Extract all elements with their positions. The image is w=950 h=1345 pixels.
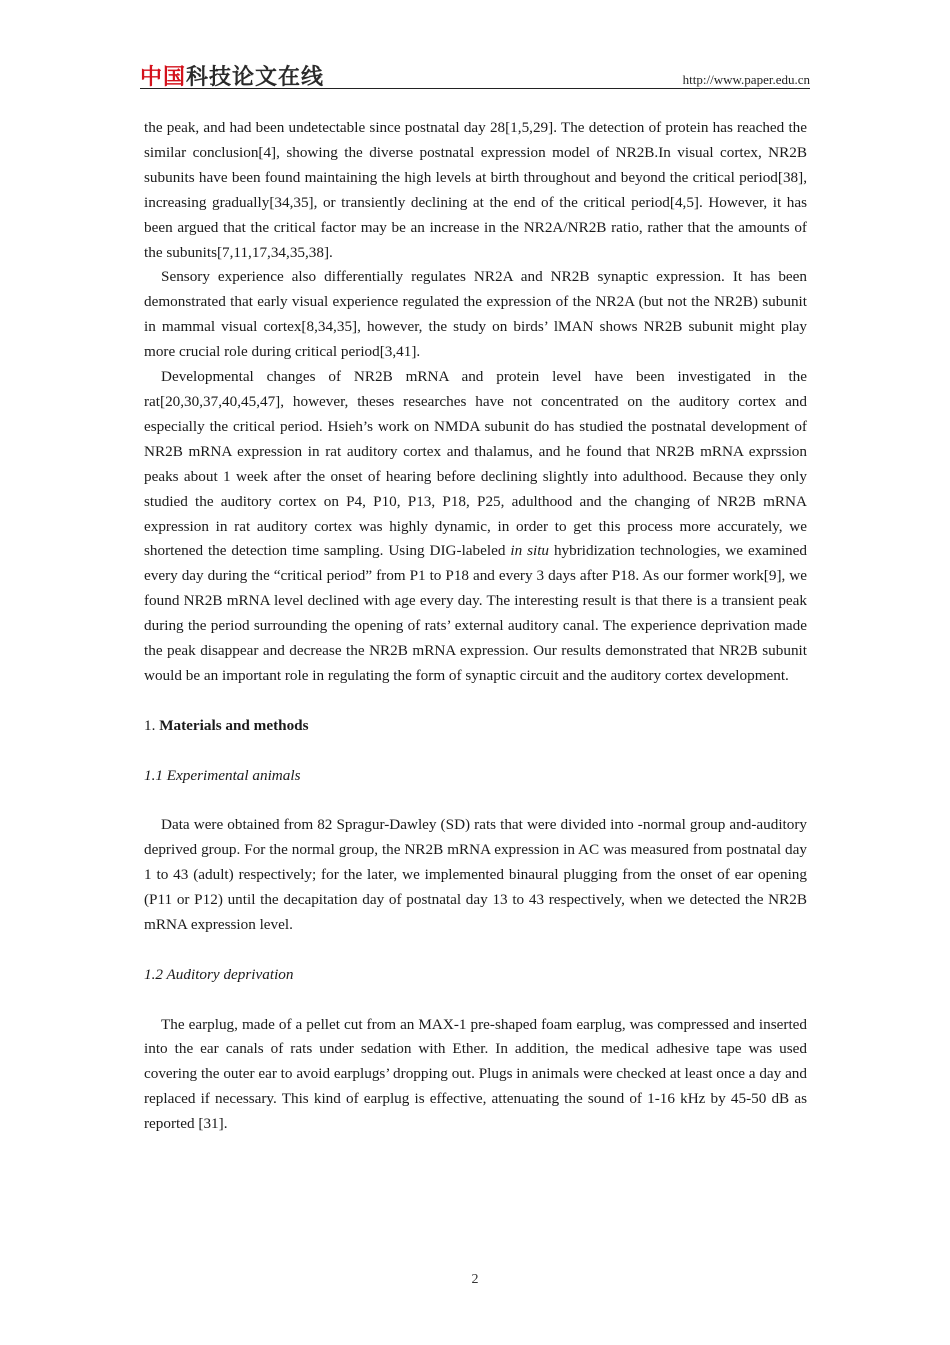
- logo-red-text: 中国: [140, 65, 187, 90]
- paragraph-1: the peak, and had been undetectable since postnatal day 28[1,5,29]. The detection of protein has reached the similar conclusion[4], showing the diverse postnatal expression model of NR2B.In visual cortex, NR2B subunits have been found maintaining the high levels at birth throughout and beyond the critical period[38], increasing gradually[34,35], or transiently declining at the end of the critical period[4,5]. However, it has been argued that the critical factor may be an increase in the NR2A/NR2B ratio, rather that the amounts of the subunits[7,11,17,34,35,38].: [144, 119, 807, 261]
- subsection-1-heading: 1.1 Experimental animals: [144, 766, 301, 784]
- body-content: [144, 116, 807, 1137]
- paragraph-3: [144, 365, 807, 689]
- paragraph-3-italic: in situ: [510, 542, 550, 560]
- paragraph-3-text-a: Developmental changes of NR2B mRNA and protein level have been investigated in the rat[20,30,37,40,45,47], however, theses researches have not concentrated on the auditory cortex and especially the critical period. Hsieh’s work on NMDA subunit do has studied the postnatal development of NR2B mRNA expression in rat auditory cortex and thalamus, and he found that NR2B mRNA exprssion peaks about 1 week after the onset of hearing before declining slightly into adulthood. Because they only studied the auditory cortex on P4, P10, P13, P18, P25, adulthood and the changing of NR2B mRNA expression in rat auditory cortex was highly dynamic, in order to get this process more accurately, we shortened the detection time sampling. Using DIG-labeled: [144, 368, 807, 560]
- section-heading: [144, 714, 807, 739]
- paragraph-2: Sensory experience also differentially regulates NR2A and NR2B synaptic expression. It has been demonstrated that early visual experience regulated the expression of the NR2A (but not the NR2B) subunit in mammal visual cortex[8,34,35], however, the study on birds’ lMAN shows NR2B subunit might play more crucial role during critical period[3,41].: [144, 268, 807, 361]
- header-rule: [140, 88, 810, 89]
- paragraph-3-text-b: hybridization technologies, we examined every day during the “critical period” from P1 to P18 and every 3 days after P18. As our former work[9], we found NR2B mRNA level declined with age every day. The interesting result is that there is a transient peak during the period surrounding the opening of rats’ external auditory canal. The experience deprivation made the peak disappear and decrease the NR2B mRNA expression. Our results demonstrated that NR2B subunit would be an important role in regulating the form of synaptic circuit and the auditory cortex development.: [144, 542, 807, 684]
- subsection-2-heading: 1.2 Auditory deprivation: [144, 965, 294, 983]
- logo-dark-text: 科技论文在线: [186, 65, 325, 90]
- header-url[interactable]: http://www.paper.edu.cn: [682, 72, 810, 87]
- section-title: Materials and methods: [159, 716, 309, 734]
- page-number: 2: [471, 1272, 479, 1287]
- page-header: [140, 58, 810, 90]
- section-number: 1.: [144, 716, 160, 734]
- subsection-1-paragraph: Data were obtained from 82 Spragur-Dawley (SD) rats that were divided into -normal group and-auditory deprived group. For the normal group, the NR2B mRNA expression in AC was measured from postnatal day 1 to 43 (adult) respectively; for the later, we implemented binaural plugging from the onset of ear opening (P11 or P12) until the decapitation day of postnatal day 13 to 43 respectively, when we detected the NR2B mRNA expression level.: [144, 816, 807, 933]
- site-logo[interactable]: [140, 60, 324, 91]
- subsection-2-paragraph: The earplug, made of a pellet cut from an MAX-1 pre-shaped foam earplug, was compressed and inserted into the ear canals of rats under sedation with Ether. In addition, the medical adhesive tape was used covering the outer ear to avoid earplugs’ dropping out. Plugs in animals were checked at least once a day and replaced if necessary. This kind of earplug is effective, attenuating the sound of 1-16 kHz by 45-50 dB as reported [31].: [144, 1015, 807, 1133]
